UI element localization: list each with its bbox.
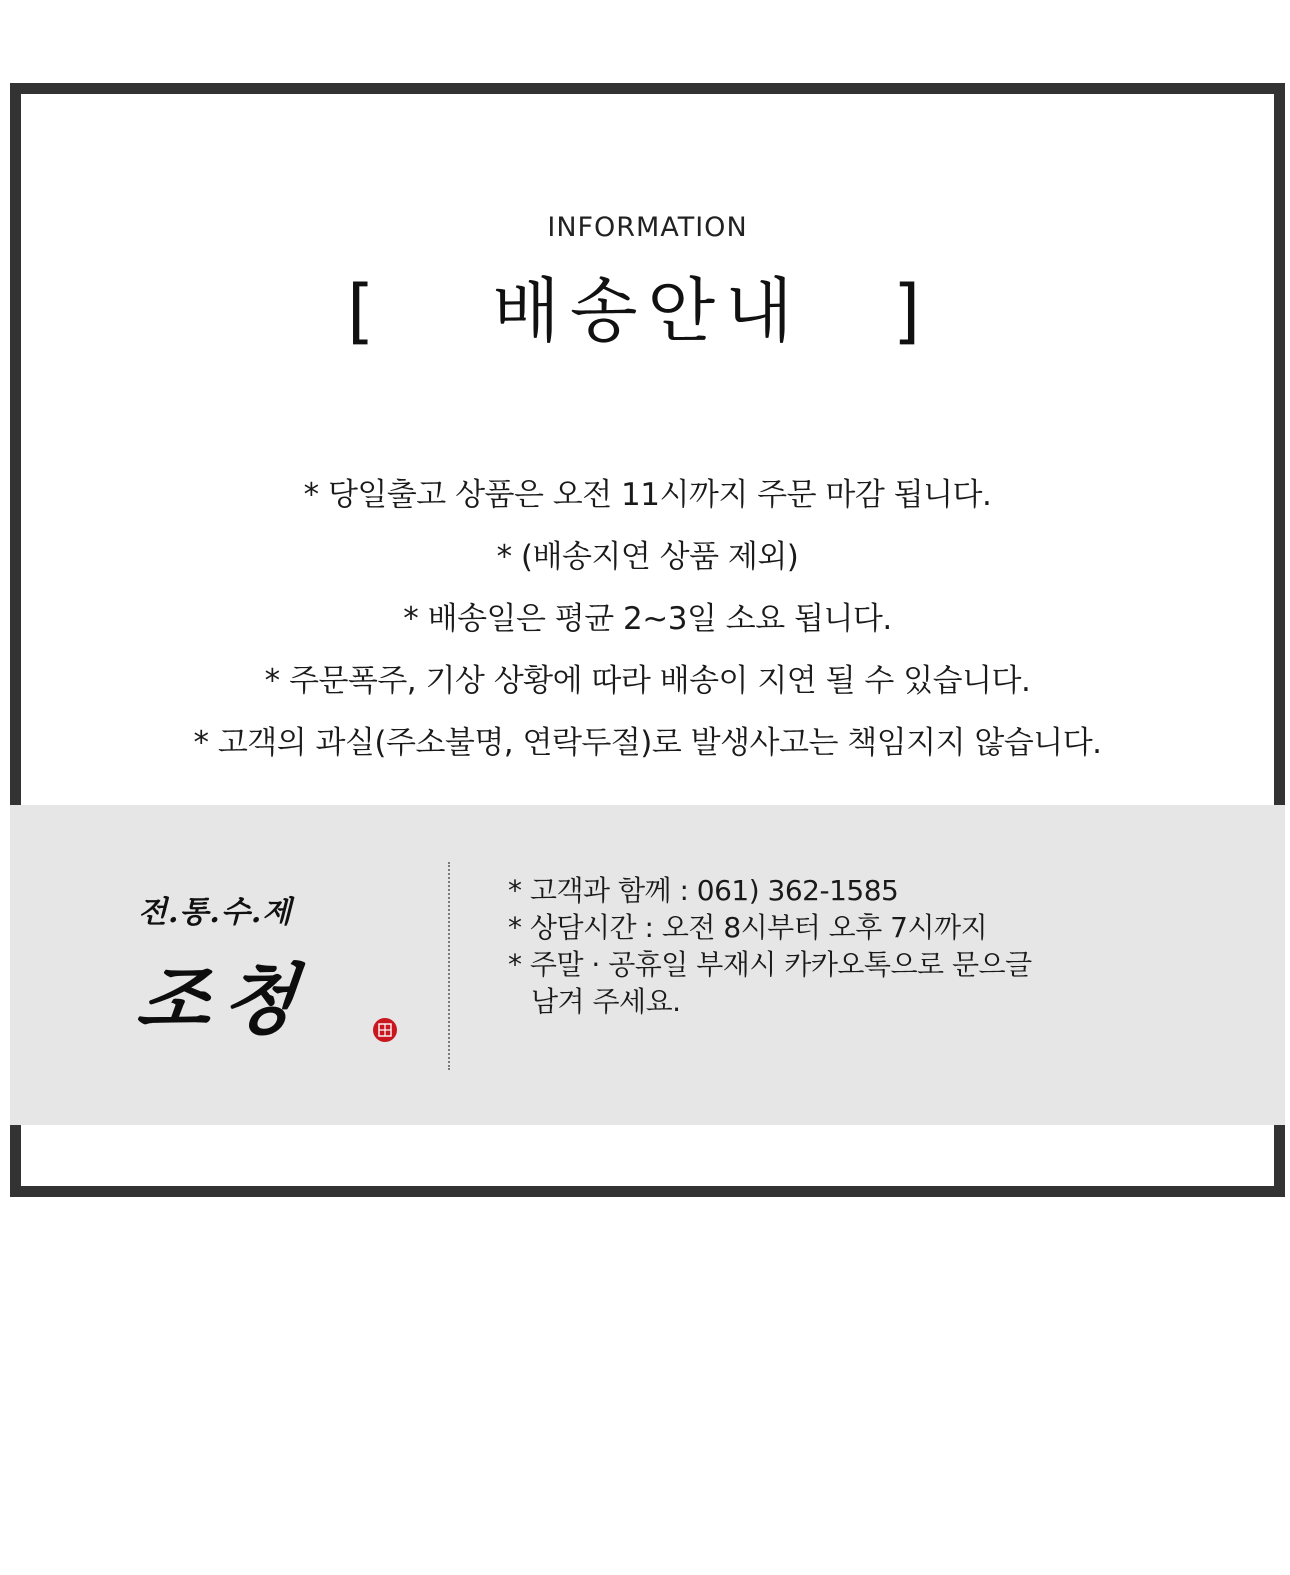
notice-item: * 배송일은 평균 2~3일 소요 됩니다. [403,601,892,637]
page-title [21,266,1274,356]
contact-phone: * 고객과 함께 : 061) 362-1585 [508,874,899,907]
brand-logo [132,887,398,1047]
contact-band [10,805,1285,1125]
bracket-open: [ [347,270,375,352]
info-frame [10,83,1285,1197]
notice-item: * 당일출고 상품은 오전 11시까지 주문 마감 됩니다. [303,477,992,513]
contact-info-list [508,872,1032,1020]
contact-hours: * 상담시간 : 오전 8시부터 오후 7시까지 [508,911,988,944]
shipping-notice-list [21,464,1274,774]
contact-holiday: * 주말 · 공휴일 부재시 카카오톡으로 문으글 [508,948,1032,981]
notice-item: * 고객의 과실(주소불명, 연락두절)로 발생사고는 책임지지 않습니다. [193,725,1102,761]
title-text: 배송안내 [492,270,803,352]
brand-tagline: 전.통.수.제 [138,895,293,930]
dotted-divider [448,862,450,1070]
red-seal-icon [372,1017,398,1043]
contact-holiday-continued: 남겨 주세요. [531,985,681,1018]
brand-name: 조청 [132,955,313,1044]
section-eyebrow: INFORMATION [547,212,748,243]
notice-item: * 주문폭주, 기상 상황에 따라 배송이 지연 될 수 있습니다. [264,663,1031,699]
bracket-close: ] [893,270,921,352]
notice-item: * (배송지연 상품 제외) [496,539,799,575]
